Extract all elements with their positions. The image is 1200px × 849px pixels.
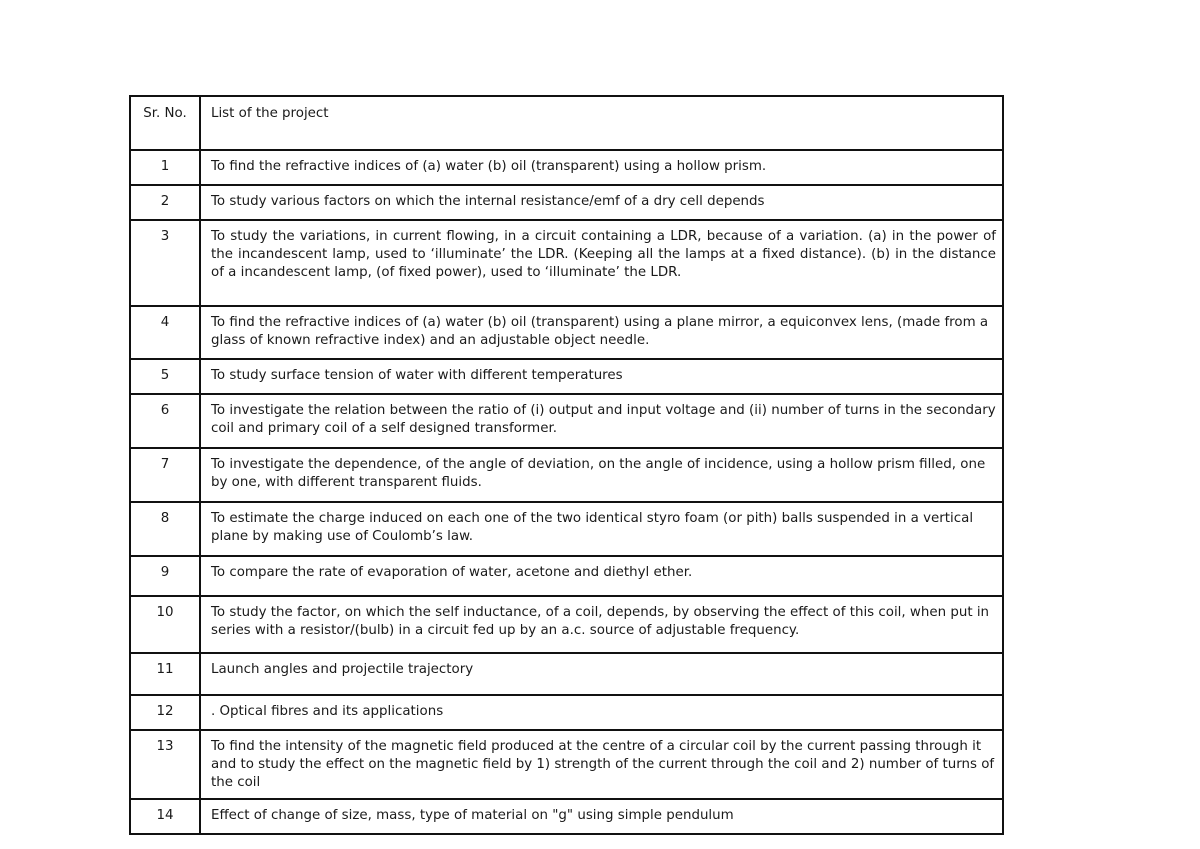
row-number: 5 — [130, 359, 200, 394]
row-number: 8 — [130, 502, 200, 556]
row-number: 13 — [130, 730, 200, 799]
project-description: To study various factors on which the internal resistance/emf of a dry cell depends — [200, 185, 1003, 220]
table-row — [130, 448, 1003, 502]
table-row — [130, 799, 1003, 834]
row-number: 7 — [130, 448, 200, 502]
project-description: To investigate the dependence, of the angle of deviation, on the angle of incidence, using a hollow prism filled, one by one, with different transparent fluids. — [200, 448, 1003, 502]
row-number: 2 — [130, 185, 200, 220]
row-number: 11 — [130, 653, 200, 695]
project-description: To compare the rate of evaporation of water, acetone and diethyl ether. — [200, 556, 1003, 596]
row-number: 3 — [130, 220, 200, 306]
row-number: 1 — [130, 150, 200, 185]
table-row — [130, 150, 1003, 185]
project-description: To study surface tension of water with different temperatures — [200, 359, 1003, 394]
header-sr-no: Sr. No. — [130, 96, 200, 150]
table-row — [130, 596, 1003, 653]
table-row — [130, 502, 1003, 556]
row-number: 9 — [130, 556, 200, 596]
row-number: 14 — [130, 799, 200, 834]
table-row — [130, 653, 1003, 695]
project-description: Effect of change of size, mass, type of material on "g" using simple pendulum — [200, 799, 1003, 834]
project-description: To find the refractive indices of (a) water (b) oil (transparent) using a plane mirror, a equiconvex lens, (made from a glass of known refractive index) and an adjustable object needle. — [200, 306, 1003, 359]
table-row — [130, 394, 1003, 448]
row-number: 4 — [130, 306, 200, 359]
project-description: To investigate the relation between the ratio of (i) output and input voltage and (ii) number of turns in the secondary coil and primary coil of a self designed transformer. — [200, 394, 1003, 448]
row-number: 12 — [130, 695, 200, 730]
project-description: To find the intensity of the magnetic field produced at the centre of a circular coil by the current passing through it and to study the effect on the magnetic field by 1) strength of the current through the coil and 2) number of turns of the coil — [200, 730, 1003, 799]
table-row — [130, 306, 1003, 359]
project-description: . Optical fibres and its applications — [200, 695, 1003, 730]
projects-table — [129, 95, 1004, 835]
table-row — [130, 730, 1003, 799]
table-row — [130, 220, 1003, 306]
row-number: 10 — [130, 596, 200, 653]
project-description: To estimate the charge induced on each one of the two identical styro foam (or pith) balls suspended in a vertical plane by making use of Coulomb’s law. — [200, 502, 1003, 556]
table-row — [130, 185, 1003, 220]
table-row — [130, 556, 1003, 596]
table-header-row — [130, 96, 1003, 150]
row-number: 6 — [130, 394, 200, 448]
header-project-list: List of the project — [200, 96, 1003, 150]
table-row — [130, 695, 1003, 730]
project-description: Launch angles and projectile trajectory — [200, 653, 1003, 695]
table-row — [130, 359, 1003, 394]
project-description: To study the factor, on which the self inductance, of a coil, depends, by observing the effect of this coil, when put in series with a resistor/(bulb) in a circuit fed up by an a.c. source of adjustable frequency. — [200, 596, 1003, 653]
project-description: To study the variations, in current flowing, in a circuit containing a LDR, because of a variation. (a) in the power of the incandescent lamp, used to ‘illuminate’ the LDR. (Keeping all the lamps at a fixed distance). (b) in the distance of a incandescent lamp, (of fixed power), used to ‘illuminate’ the LDR. — [200, 220, 1003, 306]
project-description: To find the refractive indices of (a) water (b) oil (transparent) using a hollow prism. — [200, 150, 1003, 185]
